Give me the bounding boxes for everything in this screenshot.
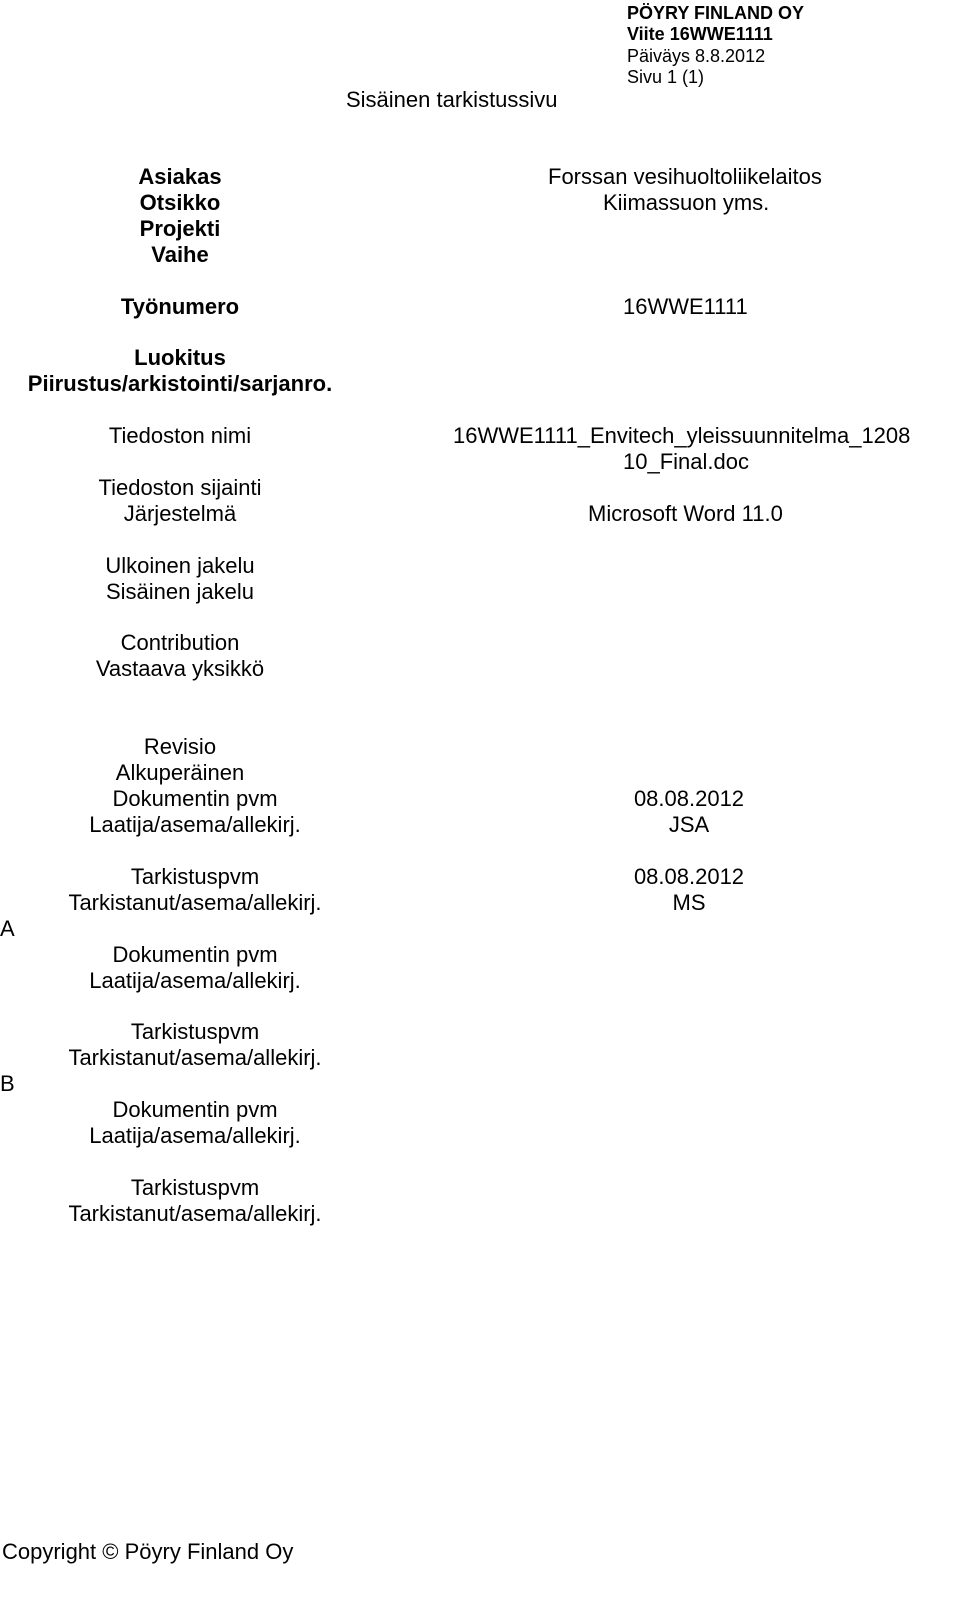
header-company: PÖYRY FINLAND OY [627,3,805,23]
revision-b-checker-label: Tarkistanut/asema/allekirj. [68,1045,322,1070]
label-vaihe: Vaihe [151,242,209,267]
label-tiedoston-nimi: Tiedoston nimi [108,423,252,448]
label-asiakas: Asiakas [138,164,222,189]
revision-b-doc-date-label: Dokumentin pvm [112,1097,278,1122]
value-tyonumero: 16WWE1111 [623,294,748,319]
revision-mark-b: B [0,1071,15,1096]
label-tiedoston-sijainti: Tiedoston sijainti [98,475,262,500]
label-jarjestelma: Järjestelmä [123,501,237,526]
revision-a-checker-value: MS [672,890,706,915]
revision-a-check-date-label: Tarkistuspvm [130,864,260,889]
original-author-value: JSA [668,812,710,837]
revision-a-doc-date-label: Dokumentin pvm [112,942,278,967]
label-contribution: Contribution [120,630,240,655]
label-sisainen-jakelu: Sisäinen jakelu [106,579,254,604]
revision-a-checker-label: Tarkistanut/asema/allekirj. [68,890,322,915]
value-tiedoston-nimi-line1: 16WWE1111_Envitech_yleissuunnitelma_1208 [453,423,911,448]
value-tiedoston-nimi-line2: 10_Final.doc [623,449,749,474]
label-piirustus: Piirustus/arkistointi/sarjanro. [27,371,333,396]
value-otsikko: Kiimassuon yms. [603,190,770,215]
label-otsikko: Otsikko [139,190,221,215]
original-doc-date-value: 08.08.2012 [633,786,745,811]
copyright-prefix: Copyright [2,1539,97,1564]
original-author-label: Laatija/asema/allekirj. [89,812,301,837]
footer-copyright [2,1539,293,1565]
revision-b-check-date-label: Tarkistuspvm [130,1019,260,1044]
label-projekti: Projekti [139,216,221,241]
copyright-icon: © [102,1539,119,1564]
header-page-number: Sivu 1 (1) [627,67,705,87]
revision-mark-a: A [0,916,15,941]
final-check-date-label: Tarkistuspvm [130,1175,260,1200]
original-doc-date-label: Dokumentin pvm [112,786,278,811]
copyright-owner: Pöyry Finland Oy [124,1539,294,1564]
label-vastaava-yksikko: Vastaava yksikkö [95,656,265,681]
value-jarjestelma: Microsoft Word 11.0 [588,501,783,526]
revision-original-heading: Alkuperäinen [115,760,245,785]
revision-b-author-label: Laatija/asema/allekirj. [89,1123,301,1148]
label-luokitus: Luokitus [134,345,226,370]
header-reference: Viite 16WWE1111 [627,24,773,44]
label-tyonumero: Työnumero [120,294,240,319]
page-title: Sisäinen tarkistussivu [346,87,558,112]
label-ulkoinen-jakelu: Ulkoinen jakelu [105,553,255,578]
revision-a-check-date-value: 08.08.2012 [633,864,745,889]
revision-a-author-label: Laatija/asema/allekirj. [89,968,301,993]
final-checker-label: Tarkistanut/asema/allekirj. [68,1201,322,1226]
value-asiakas: Forssan vesihuoltoliikelaitos [548,164,822,189]
revision-heading: Revisio [143,734,217,759]
header-date: Päiväys 8.8.2012 [627,46,766,66]
